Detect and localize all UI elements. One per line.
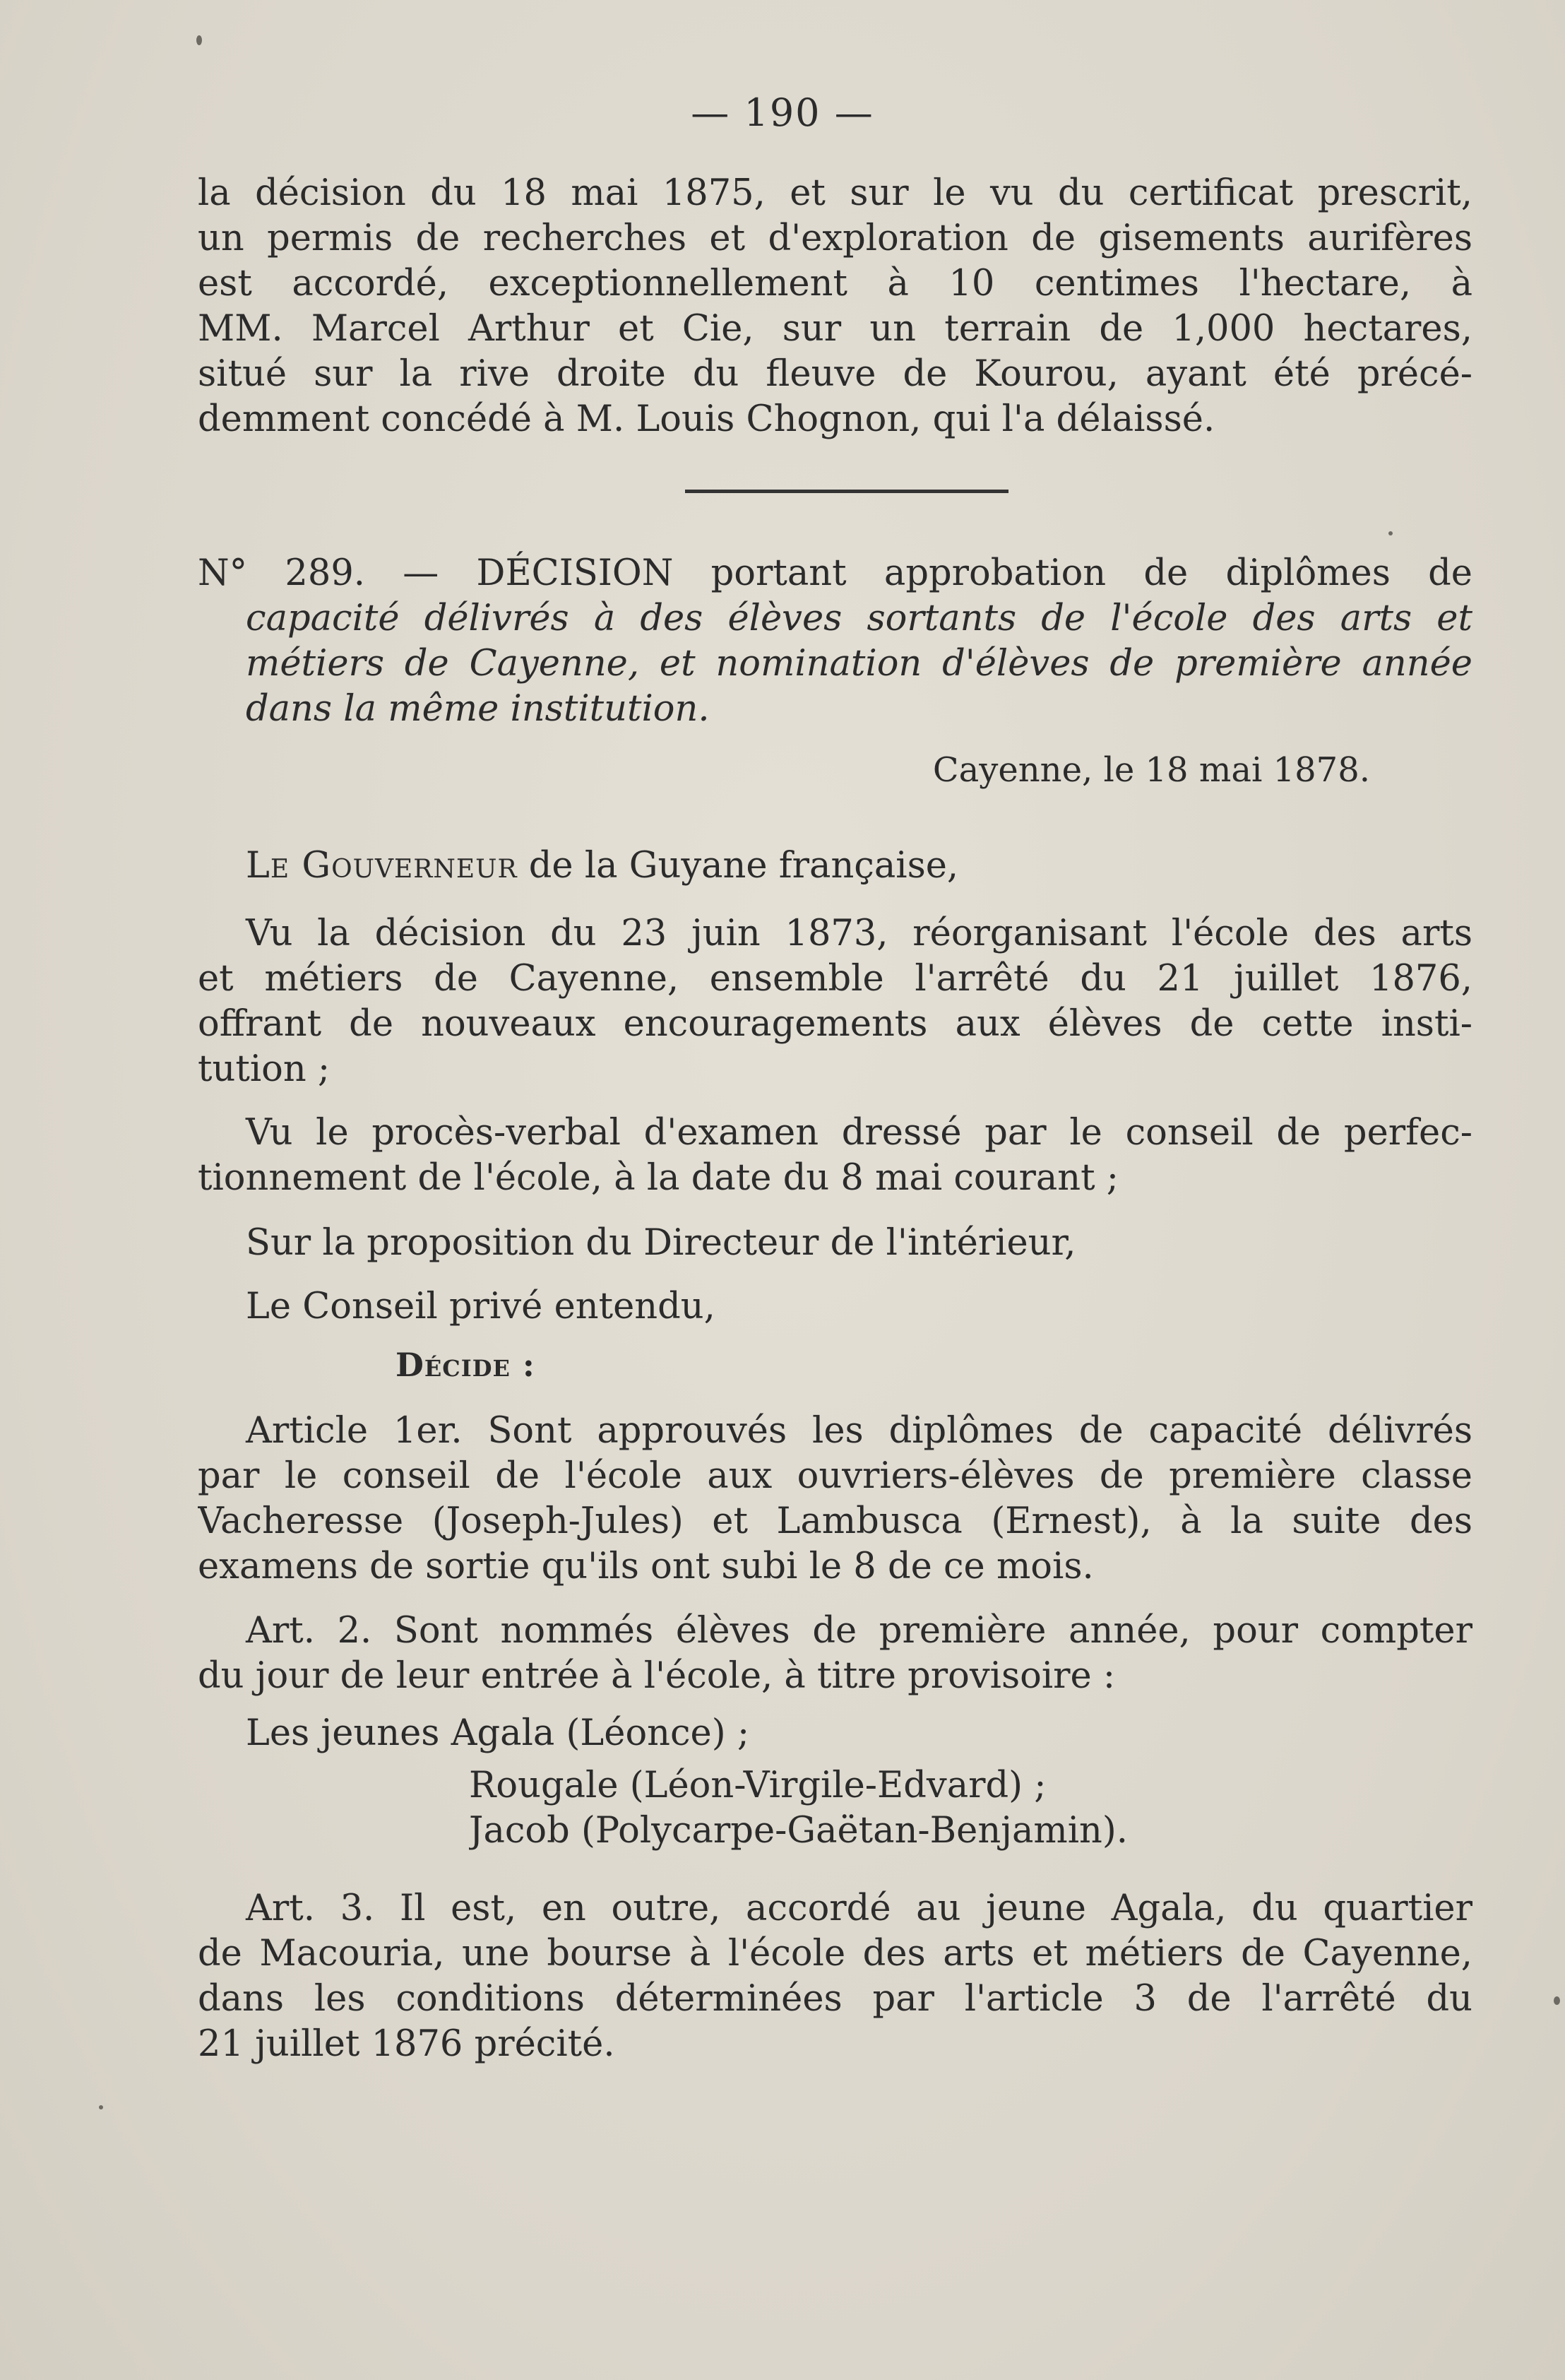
- text-line: Vacheresse (Joseph-Jules) et Lambusca (Ernest), à la suite des: [198, 1500, 1472, 1542]
- text-line: et métiers de Cayenne, ensemble l'arrêté du 21 juillet 1876,: [198, 958, 1472, 1000]
- text-line: 21 juillet 1876 précité.: [198, 2023, 615, 2065]
- text-line: situé sur la rive droite du fleuve de Kourou, ayant été précé-: [198, 353, 1472, 395]
- text-line: Art. 3. Il est, en outre, accordé au jeune Agala, du quartier: [246, 1888, 1472, 1929]
- list-item: Rougale (Léon-Virgile-Edvard) ;: [469, 1765, 1047, 1806]
- names-first-line: [198, 1711, 1472, 1756]
- article-2: [198, 1609, 1472, 1699]
- governor-rest: de la Guyane française,: [517, 845, 959, 887]
- considerant-2: [198, 1111, 1472, 1201]
- text-line: de Macouria, une bourse à l'école des arts et métiers de Cayenne,: [198, 1933, 1472, 1975]
- text-line: tution ;: [198, 1048, 331, 1090]
- page-number: — 190 —: [691, 90, 874, 135]
- text-line: [198, 843, 1472, 889]
- conseil-line: [198, 1284, 1472, 1330]
- dateline: Cayenne, le 18 mai 1878.: [932, 750, 1370, 790]
- paper-speck: [1554, 1996, 1560, 2005]
- text-line: MM. Marcel Arthur et Cie, sur un terrain de 1,000 hectares,: [198, 308, 1472, 350]
- text-line: Le Conseil privé entendu,: [246, 1286, 715, 1327]
- text-line: par le conseil de l'école aux ouvriers-élèves de première classe: [198, 1455, 1472, 1497]
- decide-heading: Décide :: [395, 1346, 535, 1384]
- article-3: [198, 1886, 1472, 2067]
- decision-heading: [198, 551, 1472, 732]
- text-line: tionnement de l'école, à la date du 8 mai courant ;: [198, 1157, 1119, 1199]
- list-item: Jacob (Polycarpe-Gaëtan-Benjamin).: [469, 1810, 1129, 1852]
- proposition-line: [198, 1221, 1472, 1266]
- text-line: demment concédé à M. Louis Chognon, qui l'a délaissé.: [198, 398, 1215, 440]
- considerant-1: [198, 911, 1472, 1092]
- text-line: métiers de Cayenne, et nomination d'élèves de première année: [246, 643, 1472, 685]
- text-line: Vu la décision du 23 juin 1873, réorganisant l'école des arts: [246, 913, 1472, 954]
- text-line: Vu le procès-verbal d'examen dressé par le conseil de perfec-: [246, 1112, 1472, 1154]
- text-line: dans les conditions déterminées par l'article 3 de l'arrêté du: [198, 1978, 1472, 2020]
- text-line: capacité délivrés à des élèves sortants de l'école des arts et: [246, 598, 1472, 639]
- text-line: un permis de recherches et d'exploration de gisements aurifères: [198, 218, 1472, 259]
- article-1: [198, 1409, 1472, 1589]
- text-line: offrant de nouveaux encouragements aux élèves de cette insti-: [198, 1003, 1472, 1045]
- text-line: dans la même institution.: [246, 688, 710, 730]
- paper-speck: [99, 2105, 103, 2109]
- text-line: est accordé, exceptionnellement à 10 centimes l'hectare, à: [198, 263, 1472, 304]
- section-divider: [685, 490, 1008, 493]
- text-line: Les jeunes Agala (Léonce) ;: [246, 1712, 750, 1754]
- names-list: [469, 1763, 1458, 1854]
- paper-speck: [196, 35, 202, 45]
- text-line: Art. 2. Sont nommés élèves de première année, pour compter: [246, 1610, 1472, 1652]
- governor-title: Le Gouverneur: [246, 845, 518, 887]
- text-line: la décision du 18 mai 1875, et sur le vu du certificat prescrit,: [198, 172, 1472, 214]
- text-line: Article 1er. Sont approuvés les diplômes de capacité délivrés: [246, 1410, 1472, 1452]
- intro-paragraph: [198, 171, 1472, 442]
- governor-line: [198, 843, 1472, 889]
- text-line: examens de sortie qu'ils ont subi le 8 de ce mois.: [198, 1546, 1094, 1587]
- text-line: N° 289. — DÉCISION portant approbation de diplômes de: [198, 552, 1472, 594]
- text-line: Sur la proposition du Directeur de l'intérieur,: [246, 1222, 1076, 1264]
- text-line: du jour de leur entrée à l'école, à titre provisoire :: [198, 1655, 1116, 1697]
- paper-speck: [1388, 531, 1393, 535]
